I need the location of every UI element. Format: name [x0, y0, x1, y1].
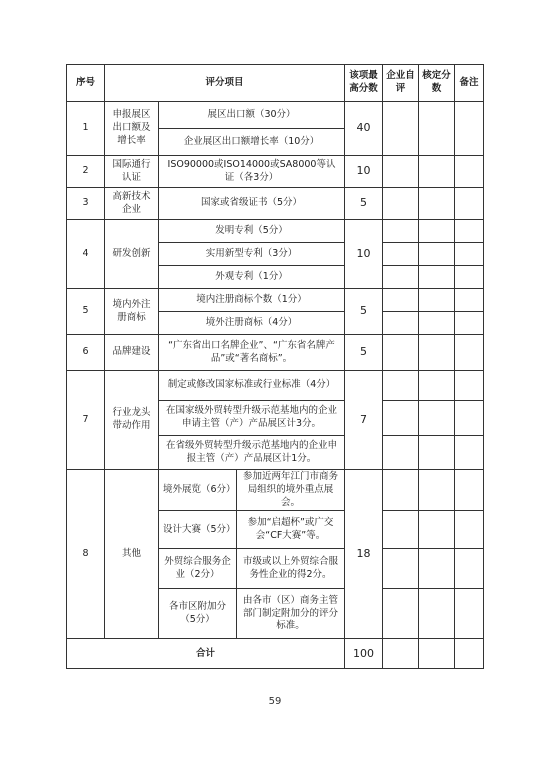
- header-row: [67, 65, 484, 102]
- row-max-score: 5: [345, 188, 383, 220]
- sub-item-desc: 参加近两年江门市商务局组织的境外重点展会。: [237, 470, 345, 511]
- row-max-score: 10: [345, 220, 383, 289]
- row-seq: 2: [67, 156, 105, 188]
- row-seq: 5: [67, 289, 105, 335]
- header-seq: 序号: [67, 65, 105, 102]
- self-score-cell: [383, 589, 419, 639]
- approved-score-cell: [419, 371, 455, 401]
- row-criterion: 企业展区出口额增长率（10分）: [159, 129, 345, 156]
- header-self-score: 企业自评: [383, 65, 419, 102]
- row-max-score: 7: [345, 371, 383, 470]
- table-row: [67, 188, 484, 220]
- row-seq: 4: [67, 220, 105, 289]
- note-cell: [455, 401, 484, 436]
- self-score-cell: [383, 371, 419, 401]
- note-cell: [455, 266, 484, 289]
- approved-score-cell: [419, 639, 455, 669]
- header-note: 备注: [455, 65, 484, 102]
- row-criterion: 发明专利（5分）: [159, 220, 345, 243]
- row-category: 国际通行认证: [105, 156, 159, 188]
- self-score-cell: [383, 639, 419, 669]
- table-row: [67, 470, 484, 511]
- self-score-cell: [383, 243, 419, 266]
- row-category: 行业龙头带动作用: [105, 371, 159, 470]
- row-max-score: 40: [345, 102, 383, 156]
- approved-score-cell: [419, 335, 455, 371]
- approved-score-cell: [419, 589, 455, 639]
- self-score-cell: [383, 102, 419, 156]
- note-cell: [455, 549, 484, 589]
- self-score-cell: [383, 511, 419, 549]
- row-seq: 8: [67, 470, 105, 639]
- row-criterion: 在省级外贸转型升级示范基地内的企业申报主管（产）产品展区计1分。: [159, 436, 345, 470]
- note-cell: [455, 243, 484, 266]
- approved-score-cell: [419, 436, 455, 470]
- header-max-score: 该项最高分数: [345, 65, 383, 102]
- self-score-cell: [383, 188, 419, 220]
- table-row: [67, 156, 484, 188]
- row-criterion: “广东省出口名牌企业”、“广东省名牌产品”或“著名商标”。: [159, 335, 345, 371]
- row-category: 研发创新: [105, 220, 159, 289]
- approved-score-cell: [419, 549, 455, 589]
- self-score-cell: [383, 220, 419, 243]
- total-label: 合计: [67, 639, 345, 669]
- note-cell: [455, 188, 484, 220]
- row-max-score: 18: [345, 470, 383, 639]
- sub-item-name: 境外展览（6分）: [159, 470, 237, 511]
- note-cell: [455, 589, 484, 639]
- self-score-cell: [383, 156, 419, 188]
- row-category: 境内外注册商标: [105, 289, 159, 335]
- row-criterion: 实用新型专利（3分）: [159, 243, 345, 266]
- note-cell: [455, 156, 484, 188]
- header-approved-score: 核定分数: [419, 65, 455, 102]
- self-score-cell: [383, 470, 419, 511]
- approved-score-cell: [419, 312, 455, 335]
- row-criterion: 外观专利（1分）: [159, 266, 345, 289]
- approved-score-cell: [419, 156, 455, 188]
- approved-score-cell: [419, 266, 455, 289]
- row-category: 品牌建设: [105, 335, 159, 371]
- row-criterion: 制定或修改国家标准或行业标准（4分）: [159, 371, 345, 401]
- self-score-cell: [383, 436, 419, 470]
- table-row: [67, 371, 484, 401]
- sub-item-desc: 市级或以上外贸综合服务性企业的得2分。: [237, 549, 345, 589]
- row-criterion: ISO90000或ISO14000或SA8000等认证（各3分）: [159, 156, 345, 188]
- self-score-cell: [383, 289, 419, 312]
- sub-item-name: 各市区附加分（5分）: [159, 589, 237, 639]
- row-seq: 3: [67, 188, 105, 220]
- row-category: 其他: [105, 470, 159, 639]
- approved-score-cell: [419, 289, 455, 312]
- row-seq: 1: [67, 102, 105, 156]
- row-category: 申报展区出口额及增长率: [105, 102, 159, 156]
- note-cell: [455, 220, 484, 243]
- note-cell: [455, 511, 484, 549]
- scoring-table: [66, 64, 484, 669]
- row-category: 高新技术企业: [105, 188, 159, 220]
- approved-score-cell: [419, 401, 455, 436]
- sub-item-desc: 由各市（区）商务主管部门制定附加分的评分标准。: [237, 589, 345, 639]
- total-score: 100: [345, 639, 383, 669]
- row-max-score: 5: [345, 335, 383, 371]
- self-score-cell: [383, 401, 419, 436]
- note-cell: [455, 289, 484, 312]
- table-row: [67, 335, 484, 371]
- approved-score-cell: [419, 102, 455, 156]
- row-seq: 7: [67, 371, 105, 470]
- note-cell: [455, 639, 484, 669]
- approved-score-cell: [419, 220, 455, 243]
- self-score-cell: [383, 335, 419, 371]
- note-cell: [455, 371, 484, 401]
- row-criterion: 在国家级外贸转型升级示范基地内的企业申请主管（产）产品展区计3分。: [159, 401, 345, 436]
- approved-score-cell: [419, 188, 455, 220]
- note-cell: [455, 470, 484, 511]
- sub-item-name: 设计大赛（5分）: [159, 511, 237, 549]
- total-row: [67, 639, 484, 669]
- table-row: [67, 220, 484, 243]
- row-criterion: 境内注册商标个数（1分）: [159, 289, 345, 312]
- row-seq: 6: [67, 335, 105, 371]
- row-max-score: 5: [345, 289, 383, 335]
- header-item: 评分项目: [105, 65, 345, 102]
- note-cell: [455, 312, 484, 335]
- self-score-cell: [383, 266, 419, 289]
- note-cell: [455, 335, 484, 371]
- note-cell: [455, 436, 484, 470]
- sub-item-desc: 参加“启超杯”或广交会“CF大赛”等。: [237, 511, 345, 549]
- note-cell: [455, 102, 484, 156]
- row-criterion: 展区出口额（30分）: [159, 102, 345, 129]
- self-score-cell: [383, 549, 419, 589]
- sub-item-name: 外贸综合服务企业（2分）: [159, 549, 237, 589]
- row-criterion: 境外注册商标（4分）: [159, 312, 345, 335]
- approved-score-cell: [419, 470, 455, 511]
- approved-score-cell: [419, 511, 455, 549]
- row-criterion: 国家或省级证书（5分）: [159, 188, 345, 220]
- table-row: [67, 102, 484, 129]
- approved-score-cell: [419, 243, 455, 266]
- self-score-cell: [383, 312, 419, 335]
- row-max-score: 10: [345, 156, 383, 188]
- table-row: [67, 289, 484, 312]
- page-number: 59: [268, 696, 282, 707]
